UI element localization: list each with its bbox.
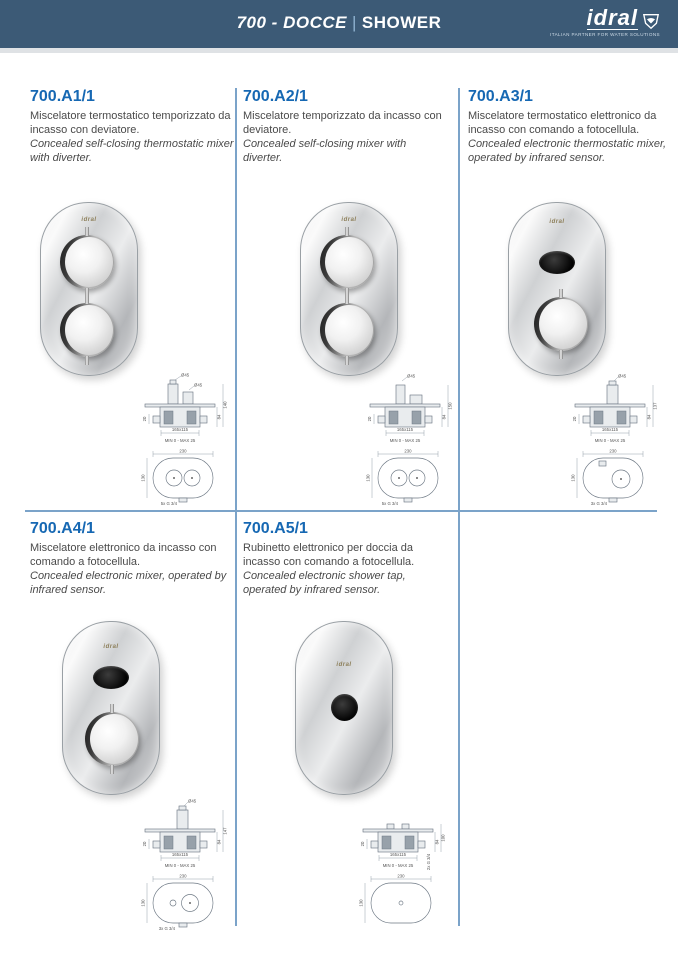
dimension-label: Ø45 [194, 382, 203, 388]
dimension-label: 20 [360, 841, 365, 847]
top-knob [320, 235, 374, 289]
knob-pin [85, 227, 89, 236]
dimension-label: 84 [441, 414, 447, 420]
dimension-label: 130 [140, 899, 146, 907]
product-card-700-a5-1 [243, 520, 448, 933]
dimension-label: 84 [434, 839, 440, 845]
knob-pin [85, 356, 89, 365]
thread-label: 3x G 3/4 [590, 501, 607, 506]
product-photo-electronic-thermostatic-mixer [468, 196, 673, 386]
dimension-label: 100 [440, 834, 446, 842]
chrome-plate [508, 202, 606, 376]
page-header [0, 0, 678, 48]
plate-brand-mark: idral [549, 219, 565, 225]
dimension-label: 130 [365, 474, 371, 482]
dimension-label: 150 [447, 402, 453, 410]
knob-face [90, 714, 138, 764]
thread-label: 3x G 3/4 [158, 926, 175, 931]
column-divider [235, 88, 237, 926]
bottom-knob [60, 303, 114, 357]
product-photo-electronic-mixer [30, 615, 235, 805]
product-code: 700.A5/1 [243, 520, 308, 537]
product-code: 700.A3/1 [468, 88, 533, 105]
product-description-en: Concealed self-closing thermostatic mixer with diverter. [30, 138, 234, 165]
dimension-label: 165x115 [171, 427, 189, 432]
top-knob [60, 235, 114, 289]
dimension-label: 130 [570, 474, 576, 482]
chrome-plate [62, 621, 160, 795]
thread-label: 2x G 3/4 [426, 853, 431, 871]
dimension-label: 20 [142, 416, 147, 422]
dimension-label: MIN 0 - MAX 25 [389, 438, 421, 443]
brand-wordmark: idral [586, 5, 638, 30]
dimension-label: 165x115 [171, 852, 189, 857]
chrome-plate [40, 202, 138, 376]
product-photo-thermostatic-mixer-two-knobs [30, 196, 235, 386]
brand-tagline: ITALIAN PARTNER FOR WATER SOLUTIONS [550, 32, 660, 37]
product-photo-electronic-shower-tap [243, 615, 448, 805]
chrome-plate [295, 621, 393, 795]
infrared-sensor [93, 666, 129, 689]
dimension-label: 20 [572, 416, 577, 422]
knob-pin [85, 295, 89, 304]
knob-pin [345, 356, 349, 365]
technical-drawing [563, 371, 663, 506]
technical-drawing [133, 371, 233, 506]
knob-pin [110, 704, 114, 713]
plate-brand-mark: idral [103, 644, 119, 650]
dimension-label: MIN 0 - MAX 25 [164, 438, 196, 443]
dimension-label: MIN 0 - MAX 25 [594, 438, 626, 443]
product-description-it: Miscelatore temporizzato da incasso con deviatore. [243, 110, 442, 137]
section-code: 700 - DOCCE [236, 13, 347, 32]
product-card-700-a4-1 [30, 520, 235, 933]
dimension-label: 130 [358, 899, 364, 907]
plate-brand-mark: idral [336, 662, 352, 668]
dimension-label: Ø45 [188, 798, 197, 804]
header-divider [0, 48, 678, 53]
dimension-label: Ø45 [618, 373, 627, 379]
dimension-label: 20 [367, 416, 372, 422]
title-separator: | [351, 13, 357, 32]
dimension-label: 165x115 [601, 427, 619, 432]
knob-pin [559, 350, 563, 359]
dimension-label: 84 [216, 414, 222, 420]
row-divider [25, 510, 657, 512]
product-code: 700.A4/1 [30, 520, 95, 537]
product-code: 700.A1/1 [30, 88, 95, 105]
product-description-en: Concealed electronic shower tap, operated by infrared sensor. [243, 570, 406, 597]
column-divider [458, 88, 460, 926]
knob-pin [110, 765, 114, 774]
product-description-en: Concealed electronic thermostatic mixer, operated by infrared sensor. [468, 138, 667, 165]
dimension-label: 230 [404, 448, 412, 454]
brand-logo [550, 5, 660, 37]
product-description-it: Miscelatore termostatico elettronico da incasso con comando a fotocellula. [468, 110, 657, 137]
dimension-label: 84 [646, 414, 652, 420]
thread-label: 5x G 3/4 [381, 501, 398, 506]
dimension-label: 230 [609, 448, 617, 454]
plate-brand-mark: idral [341, 217, 357, 223]
knob-face [325, 305, 373, 355]
temperature-knob [85, 712, 139, 766]
thread-label: 5x G 3/4 [160, 501, 177, 506]
section-name-en: SHOWER [361, 13, 442, 32]
product-photo-mixer-two-knobs [243, 196, 448, 386]
dimension-label: 20 [142, 841, 147, 847]
brand-shield-icon [642, 12, 660, 30]
dimension-label: 165x115 [389, 852, 407, 857]
chrome-plate [300, 202, 398, 376]
infrared-sensor [539, 251, 575, 274]
dimension-label: 230 [179, 873, 187, 879]
product-description-en: Concealed electronic mixer, operated by infrared sensor. [30, 570, 227, 597]
technical-drawing [351, 796, 451, 931]
dimension-label: Ø45 [181, 372, 190, 378]
product-code: 700.A2/1 [243, 88, 308, 105]
product-description-it: Miscelatore termostatico temporizzato da incasso con deviatore. [30, 110, 231, 137]
dimension-label: 130 [140, 474, 146, 482]
dimension-label: 147 [222, 827, 228, 835]
technical-drawing [358, 371, 458, 506]
technical-drawing [133, 796, 233, 931]
knob-pin [345, 295, 349, 304]
dimension-label: MIN 0 - MAX 25 [164, 863, 196, 868]
product-description-en: Concealed self-closing mixer with diverter. [243, 138, 407, 165]
temperature-knob [534, 297, 588, 351]
dimension-label: 165x115 [396, 427, 414, 432]
bottom-knob [320, 303, 374, 357]
dimension-label: 84 [216, 839, 222, 845]
dimension-label: 230 [397, 873, 405, 879]
dimension-label: 140 [222, 401, 228, 409]
product-description-it: Miscelatore elettronico da incasso con comando a fotocellula. [30, 542, 217, 569]
dimension-label: 230 [179, 448, 187, 454]
knob-pin [559, 289, 563, 298]
product-description-it: Rubinetto elettronico per doccia da incasso con comando a fotocellula. [243, 542, 415, 569]
plate-brand-mark: idral [81, 217, 97, 223]
dimension-label: Ø45 [407, 373, 416, 379]
product-card-700-a2-1 [243, 88, 453, 508]
knob-face [65, 305, 113, 355]
product-card-700-a3-1 [468, 88, 673, 508]
knob-pin [345, 227, 349, 236]
dimension-label: 137 [652, 402, 658, 410]
knob-face [325, 237, 373, 287]
knob-face [539, 299, 587, 349]
product-card-700-a1-1 [30, 88, 235, 508]
dimension-label: MIN 0 - MAX 25 [382, 863, 414, 868]
knob-face [65, 237, 113, 287]
infrared-sensor [331, 694, 358, 721]
